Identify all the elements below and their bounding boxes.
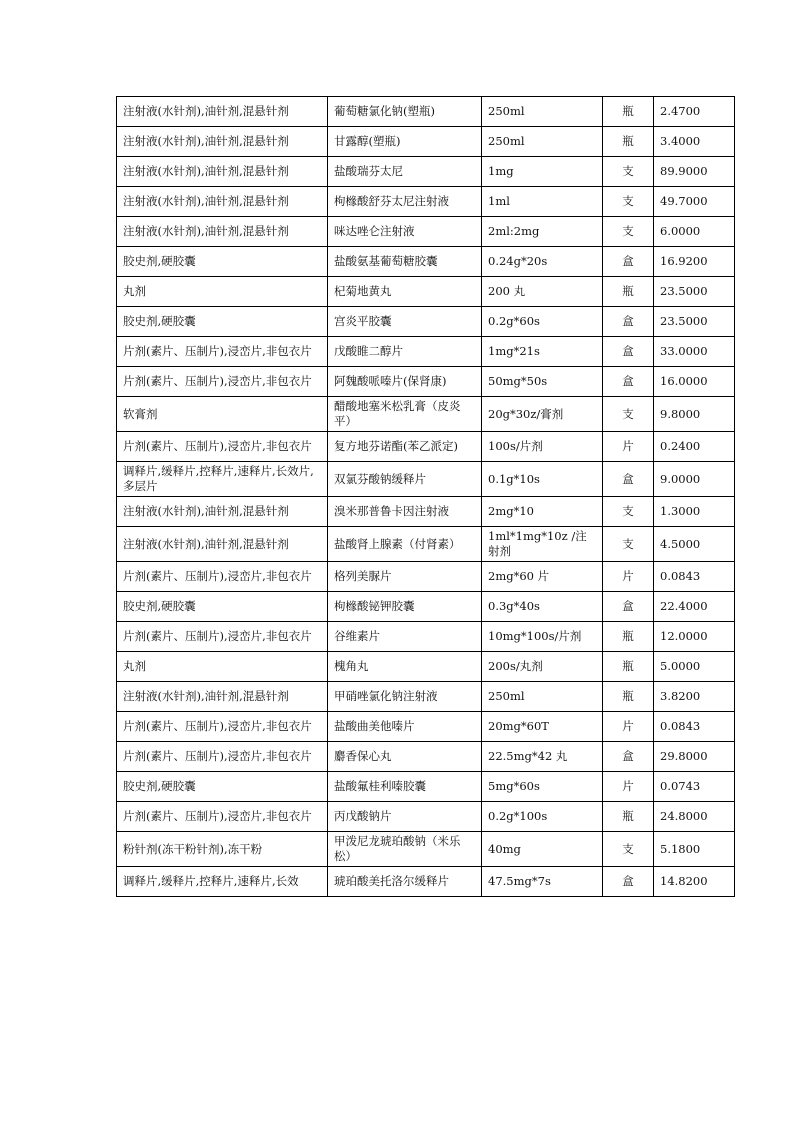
dosage-form-cell: 调释片,缓释片,控释片,速释片,长效	[117, 867, 328, 897]
dosage-form-cell: 片剂(素片、压制片),浸峦片,非包衣片	[117, 562, 328, 592]
unit-cell: 片	[603, 712, 654, 742]
specification-cell: 1mg*21s	[482, 337, 603, 367]
dosage-form-cell: 粉针剂(冻干粉针剂),冻干粉	[117, 832, 328, 867]
dosage-form-cell: 注射液(水针剂),油针剂,混悬针剂	[117, 682, 328, 712]
drug-name-cell: 醋酸地塞米松乳膏（皮炎平）	[328, 397, 482, 432]
drug-name-cell: 格列美脲片	[328, 562, 482, 592]
unit-cell: 瓶	[603, 97, 654, 127]
table-row	[117, 802, 735, 832]
unit-cell: 盒	[603, 592, 654, 622]
drug-name-cell: 盐酸氨基葡萄糖胶囊	[328, 247, 482, 277]
price-cell: 2.4700	[654, 97, 735, 127]
drug-name-cell: 溴米那普鲁卡因注射液	[328, 497, 482, 527]
price-cell: 3.8200	[654, 682, 735, 712]
dosage-form-cell: 注射液(水针剂),油针剂,混悬针剂	[117, 497, 328, 527]
dosage-form-cell: 注射液(水针剂),油针剂,混悬针剂	[117, 187, 328, 217]
unit-cell: 支	[603, 832, 654, 867]
specification-cell: 200 丸	[482, 277, 603, 307]
drug-name-cell: 麝香保心丸	[328, 742, 482, 772]
drug-name-cell: 盐酸瑞芬太尼	[328, 157, 482, 187]
dosage-form-cell: 调释片,缓释片,控释片,速释片,长效片,多层片	[117, 462, 328, 497]
unit-cell: 支	[603, 157, 654, 187]
table-row	[117, 622, 735, 652]
specification-cell: 250ml	[482, 97, 603, 127]
unit-cell: 瓶	[603, 127, 654, 157]
unit-cell: 瓶	[603, 802, 654, 832]
dosage-form-cell: 胶史剂,硬胶囊	[117, 592, 328, 622]
drug-name-cell: 丙戊酸钠片	[328, 802, 482, 832]
table-row	[117, 742, 735, 772]
price-cell: 24.8000	[654, 802, 735, 832]
specification-cell: 1ml	[482, 187, 603, 217]
price-cell: 22.4000	[654, 592, 735, 622]
dosage-form-cell: 注射液(水针剂),油针剂,混悬针剂	[117, 527, 328, 562]
price-cell: 1.3000	[654, 497, 735, 527]
specification-cell: 47.5mg*7s	[482, 867, 603, 897]
price-cell: 3.4000	[654, 127, 735, 157]
price-cell: 23.5000	[654, 307, 735, 337]
specification-cell: 50mg*50s	[482, 367, 603, 397]
specification-cell: 0.2g*100s	[482, 802, 603, 832]
dosage-form-cell: 胶史剂,硬胶囊	[117, 772, 328, 802]
price-cell: 4.5000	[654, 527, 735, 562]
price-cell: 12.0000	[654, 622, 735, 652]
unit-cell: 盒	[603, 367, 654, 397]
price-cell: 89.9000	[654, 157, 735, 187]
specification-cell: 250ml	[482, 127, 603, 157]
dosage-form-cell: 丸剂	[117, 652, 328, 682]
table-row	[117, 127, 735, 157]
unit-cell: 片	[603, 772, 654, 802]
drug-name-cell: 枸橼酸铋钾胶囊	[328, 592, 482, 622]
drug-name-cell: 复方地芬诺酯(苯乙派定)	[328, 432, 482, 462]
specification-cell: 2mg*60 片	[482, 562, 603, 592]
dosage-form-cell: 片剂(素片、压制片),浸峦片,非包衣片	[117, 622, 328, 652]
drug-name-cell: 杞菊地黄丸	[328, 277, 482, 307]
price-cell: 16.0000	[654, 367, 735, 397]
table-row	[117, 592, 735, 622]
price-cell: 0.0743	[654, 772, 735, 802]
unit-cell: 盒	[603, 742, 654, 772]
drug-name-cell: 琥珀酸美托洛尔缓释片	[328, 867, 482, 897]
price-cell: 16.9200	[654, 247, 735, 277]
price-cell: 6.0000	[654, 217, 735, 247]
price-cell: 49.7000	[654, 187, 735, 217]
dosage-form-cell: 片剂(素片、压制片),浸峦片,非包衣片	[117, 802, 328, 832]
specification-cell: 22.5mg*42 丸	[482, 742, 603, 772]
drug-name-cell: 槐角丸	[328, 652, 482, 682]
table-row	[117, 772, 735, 802]
specification-cell: 200s/丸剂	[482, 652, 603, 682]
table-row	[117, 247, 735, 277]
drug-name-cell: 双氯芬酸钠缓释片	[328, 462, 482, 497]
price-cell: 29.8000	[654, 742, 735, 772]
drug-name-cell: 盐酸曲美他嗪片	[328, 712, 482, 742]
table-row	[117, 187, 735, 217]
unit-cell: 盒	[603, 247, 654, 277]
table-row	[117, 432, 735, 462]
table-row	[117, 97, 735, 127]
specification-cell: 0.3g*40s	[482, 592, 603, 622]
unit-cell: 盒	[603, 337, 654, 367]
table-row	[117, 157, 735, 187]
dosage-form-cell: 片剂(素片、压制片),浸峦片,非包衣片	[117, 337, 328, 367]
drug-name-cell: 宫炎平胶囊	[328, 307, 482, 337]
unit-cell: 支	[603, 217, 654, 247]
specification-cell: 20g*30z/膏剂	[482, 397, 603, 432]
specification-cell: 1ml*1mg*10z /注射剂	[482, 527, 603, 562]
unit-cell: 片	[603, 432, 654, 462]
unit-cell: 瓶	[603, 622, 654, 652]
unit-cell: 支	[603, 527, 654, 562]
dosage-form-cell: 注射液(水针剂),油针剂,混悬针剂	[117, 127, 328, 157]
specification-cell: 100s/片剂	[482, 432, 603, 462]
unit-cell: 支	[603, 397, 654, 432]
dosage-form-cell: 片剂(素片、压制片),浸峦片,非包衣片	[117, 367, 328, 397]
unit-cell: 支	[603, 497, 654, 527]
specification-cell: 1mg	[482, 157, 603, 187]
table-row	[117, 397, 735, 432]
dosage-form-cell: 片剂(素片、压制片),浸峦片,非包衣片	[117, 712, 328, 742]
unit-cell: 支	[603, 187, 654, 217]
specification-cell: 2mg*10	[482, 497, 603, 527]
drug-name-cell: 戊酸睢二醇片	[328, 337, 482, 367]
table-row	[117, 307, 735, 337]
drug-name-cell: 甲硝唑氯化钠注射液	[328, 682, 482, 712]
unit-cell: 瓶	[603, 652, 654, 682]
dosage-form-cell: 注射液(水针剂),油针剂,混悬针剂	[117, 217, 328, 247]
table-row	[117, 367, 735, 397]
price-cell: 23.5000	[654, 277, 735, 307]
price-cell: 5.0000	[654, 652, 735, 682]
price-cell: 9.0000	[654, 462, 735, 497]
drug-name-cell: 盐酸氟桂利嗪胶囊	[328, 772, 482, 802]
unit-cell: 片	[603, 562, 654, 592]
drug-name-cell: 盐酸肾上腺素（付肾素）	[328, 527, 482, 562]
price-cell: 5.1800	[654, 832, 735, 867]
specification-cell: 0.2g*60s	[482, 307, 603, 337]
specification-cell: 0.1g*10s	[482, 462, 603, 497]
dosage-form-cell: 胶史剂,硬胶囊	[117, 307, 328, 337]
drug-name-cell: 甲泼尼龙琥珀酸钠（米乐松）	[328, 832, 482, 867]
dosage-form-cell: 注射液(水针剂),油针剂,混悬针剂	[117, 97, 328, 127]
specification-cell: 20mg*60T	[482, 712, 603, 742]
specification-cell: 40mg	[482, 832, 603, 867]
drug-name-cell: 阿魏酸哌嗪片(保肾康)	[328, 367, 482, 397]
drug-price-table	[116, 96, 735, 897]
dosage-form-cell: 胶史剂,硬胶囊	[117, 247, 328, 277]
price-cell: 33.0000	[654, 337, 735, 367]
drug-name-cell: 枸橼酸舒芬太尼注射液	[328, 187, 482, 217]
dosage-form-cell: 注射液(水针剂),油针剂,混悬针剂	[117, 157, 328, 187]
price-cell: 0.2400	[654, 432, 735, 462]
table-row	[117, 712, 735, 742]
specification-cell: 2ml:2mg	[482, 217, 603, 247]
price-cell: 0.0843	[654, 562, 735, 592]
table-row	[117, 462, 735, 497]
table-row	[117, 682, 735, 712]
table-body	[117, 97, 735, 897]
price-cell: 9.8000	[654, 397, 735, 432]
table-row	[117, 277, 735, 307]
table-row	[117, 527, 735, 562]
unit-cell: 盒	[603, 867, 654, 897]
unit-cell: 盒	[603, 462, 654, 497]
price-cell: 14.8200	[654, 867, 735, 897]
price-cell: 0.0843	[654, 712, 735, 742]
dosage-form-cell: 丸剂	[117, 277, 328, 307]
table-row	[117, 652, 735, 682]
table-row	[117, 217, 735, 247]
dosage-form-cell: 软膏剂	[117, 397, 328, 432]
specification-cell: 0.24g*20s	[482, 247, 603, 277]
drug-name-cell: 葡萄糖氯化钠(塑瓶)	[328, 97, 482, 127]
dosage-form-cell: 片剂(素片、压制片),浸峦片,非包衣片	[117, 432, 328, 462]
specification-cell: 5mg*60s	[482, 772, 603, 802]
specification-cell: 10mg*100s/片剂	[482, 622, 603, 652]
table-row	[117, 497, 735, 527]
drug-name-cell: 谷维素片	[328, 622, 482, 652]
table-row	[117, 562, 735, 592]
dosage-form-cell: 片剂(素片、压制片),浸峦片,非包衣片	[117, 742, 328, 772]
table-row	[117, 337, 735, 367]
table-row	[117, 867, 735, 897]
specification-cell: 250ml	[482, 682, 603, 712]
table-row	[117, 832, 735, 867]
unit-cell: 瓶	[603, 682, 654, 712]
drug-name-cell: 咪达唑仑注射液	[328, 217, 482, 247]
drug-name-cell: 甘露醇(塑瓶)	[328, 127, 482, 157]
unit-cell: 盒	[603, 307, 654, 337]
unit-cell: 瓶	[603, 277, 654, 307]
